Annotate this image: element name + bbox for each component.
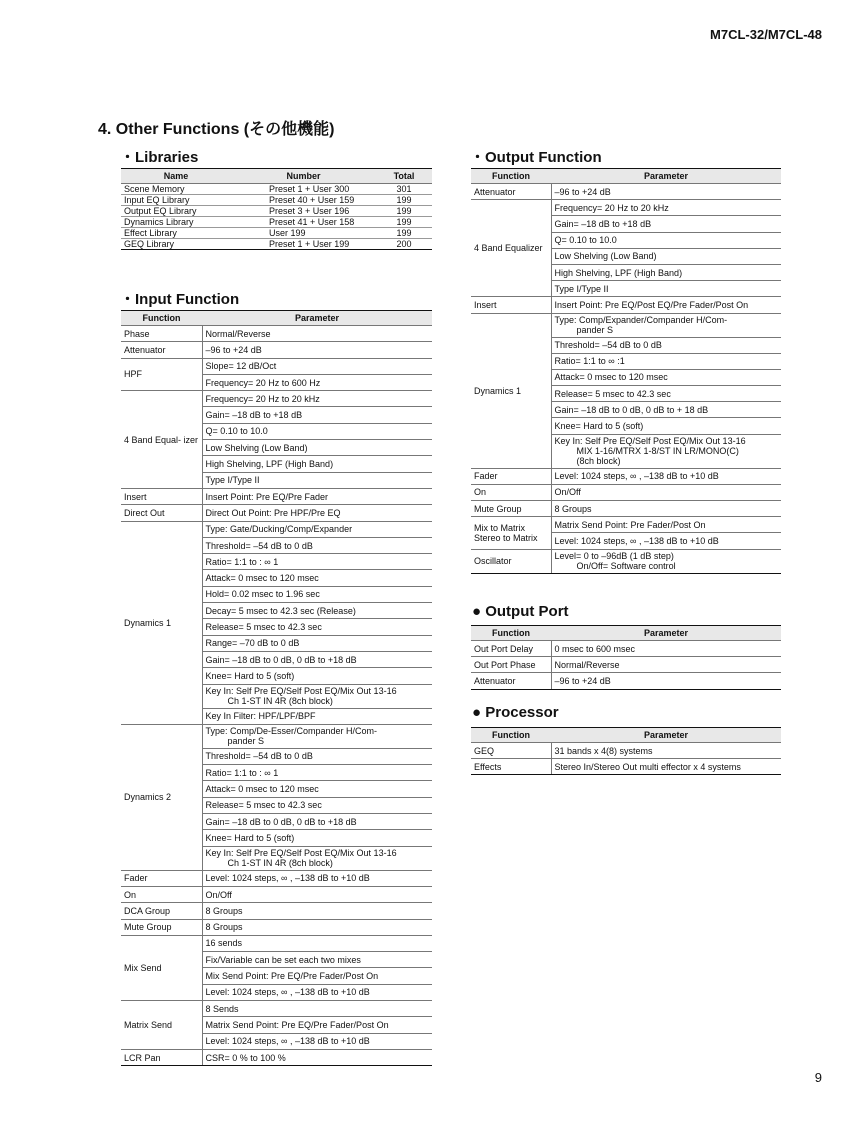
parameter-cell bbox=[551, 484, 781, 500]
output-function-row bbox=[471, 484, 781, 500]
output-function-row bbox=[471, 297, 781, 313]
function-cell: Direct Out bbox=[121, 505, 202, 521]
parameter-line: Threshold= –54 dB to 0 dB bbox=[554, 340, 662, 351]
parameter-cell bbox=[202, 797, 432, 813]
parameter-line: Low Shelving (Low Band) bbox=[554, 251, 657, 262]
parameter-cell bbox=[551, 200, 781, 216]
parameter-line: On/Off bbox=[205, 889, 232, 900]
parameter-line: On/Off bbox=[554, 487, 581, 498]
parameter-cell: 199 bbox=[376, 228, 432, 239]
model-name: M7CL-32/M7CL-48 bbox=[710, 27, 822, 42]
parameter-line: (8ch block) bbox=[576, 456, 621, 467]
parameter-line: Type: Comp/De-Esser/Compander H/Com- bbox=[205, 726, 378, 737]
parameter-line: Type I/Type II bbox=[205, 475, 260, 486]
parameter-cell bbox=[551, 264, 781, 280]
processor-header-0: Function bbox=[471, 728, 551, 743]
processor-title: ● Processor bbox=[472, 704, 559, 721]
output-function-header-1: Parameter bbox=[551, 169, 781, 184]
parameter-line: Release= 5 msec to 42.3 sec bbox=[554, 388, 671, 399]
libraries-table bbox=[121, 168, 432, 250]
parameter-line: Knee= Hard to 5 (soft) bbox=[554, 421, 644, 432]
parameter-cell bbox=[202, 651, 432, 667]
function-cell: Oscillator bbox=[471, 549, 551, 573]
output-function-row bbox=[471, 549, 781, 573]
input-function-row bbox=[121, 1049, 432, 1065]
function-cell: Input EQ Library bbox=[121, 195, 231, 206]
parameter-line: Hold= 0.02 msec to 1.96 sec bbox=[205, 589, 320, 600]
input-function-row bbox=[121, 935, 432, 951]
parameter-cell bbox=[202, 603, 432, 619]
function-cell: 4 Band Equal- izer bbox=[121, 391, 202, 489]
parameter-line: Frequency= 20 Hz to 20 kHz bbox=[205, 393, 320, 404]
parameter-cell bbox=[551, 402, 781, 418]
parameter-line: –96 to +24 dB bbox=[205, 344, 262, 355]
output-port-row bbox=[471, 641, 781, 657]
parameter-cell bbox=[551, 337, 781, 353]
input-function-row bbox=[121, 886, 432, 902]
input-function-row bbox=[121, 342, 432, 358]
parameter-cell bbox=[551, 501, 781, 517]
parameter-cell: Preset 41 + User 158 bbox=[231, 217, 376, 228]
input-function-row bbox=[121, 1000, 432, 1016]
function-cell: Output EQ Library bbox=[121, 206, 231, 217]
parameter-cell bbox=[202, 684, 432, 708]
parameter-cell bbox=[202, 814, 432, 830]
output-port-title: ● Output Port bbox=[472, 603, 569, 620]
parameter-cell: Preset 1 + User 300 bbox=[231, 184, 376, 195]
parameter-line: Release= 5 msec to 42.3 sec bbox=[205, 800, 322, 811]
parameter-line: Level: 1024 steps, ∞ , –138 dB to +10 dB bbox=[205, 987, 370, 998]
libraries-title: ・Libraries bbox=[120, 149, 199, 166]
function-cell: Phase bbox=[121, 326, 202, 342]
input-function-header-1: Parameter bbox=[202, 311, 432, 326]
parameter-line: Ratio= 1:1 to : ∞ 1 bbox=[205, 767, 279, 778]
input-function-header-row bbox=[121, 311, 432, 326]
output-port-header-1: Parameter bbox=[551, 626, 781, 641]
function-cell: Mute Group bbox=[471, 501, 551, 517]
parameter-cell bbox=[202, 586, 432, 602]
function-cell: Fader bbox=[471, 468, 551, 484]
parameter-line: Ch 1-ST IN 4R (8ch block) bbox=[227, 858, 333, 869]
parameter-cell bbox=[551, 353, 781, 369]
parameter-cell bbox=[551, 313, 781, 337]
parameter-line: Normal/Reverse bbox=[205, 328, 271, 339]
parameter-cell bbox=[202, 846, 432, 870]
libraries-row bbox=[121, 217, 432, 228]
parameter-line: pander S bbox=[576, 325, 614, 335]
libraries-header-row bbox=[121, 169, 432, 184]
function-cell: On bbox=[121, 886, 202, 902]
parameter-cell bbox=[202, 830, 432, 846]
input-function-row bbox=[121, 724, 432, 748]
parameter-cell bbox=[202, 374, 432, 390]
input-function-table bbox=[121, 310, 432, 1066]
parameter-cell bbox=[202, 1033, 432, 1049]
parameter-line: Knee= Hard to 5 (soft) bbox=[205, 670, 295, 681]
parameter-line: Frequency= 20 Hz to 20 kHz bbox=[554, 202, 669, 213]
parameter-line: Insert Point: Pre EQ/Pre Fader bbox=[205, 491, 329, 502]
parameter-cell bbox=[202, 748, 432, 764]
parameter-line: MIX 1-16/MTRX 1-8/ST IN LR/MONO(C) bbox=[576, 446, 739, 457]
input-function-row bbox=[121, 521, 432, 537]
parameter-cell bbox=[202, 554, 432, 570]
parameter-line: Decay= 5 msec to 42.3 sec (Release) bbox=[205, 605, 356, 616]
parameter-cell bbox=[202, 488, 432, 504]
parameter-cell bbox=[202, 765, 432, 781]
libraries-header-0: Name bbox=[121, 169, 231, 184]
parameter-cell bbox=[551, 549, 781, 573]
parameter-line: Gain= –18 dB to +18 dB bbox=[554, 218, 652, 229]
output-function-row bbox=[471, 313, 781, 337]
parameter-cell bbox=[551, 418, 781, 434]
output-port-header-row bbox=[471, 626, 781, 641]
parameter-cell: 199 bbox=[376, 195, 432, 206]
parameter-cell bbox=[202, 619, 432, 635]
parameter-cell bbox=[551, 248, 781, 264]
function-cell: GEQ bbox=[471, 743, 551, 759]
parameter-cell: 31 bands x 4(8) systems bbox=[551, 743, 781, 759]
parameter-cell: 199 bbox=[376, 206, 432, 217]
function-cell: LCR Pan bbox=[121, 1049, 202, 1065]
function-cell: 4 Band Equalizer bbox=[471, 200, 551, 297]
input-function-row bbox=[121, 505, 432, 521]
parameter-line: Gain= –18 dB to 0 dB, 0 dB to + 18 dB bbox=[554, 404, 709, 415]
function-cell: Attenuator bbox=[471, 673, 551, 689]
parameter-line: Release= 5 msec to 42.3 sec bbox=[205, 621, 322, 632]
section-title: 4. Other Functions (その他機能) bbox=[98, 121, 335, 138]
function-cell: Out Port Phase bbox=[471, 657, 551, 673]
parameter-line: On/Off= Software control bbox=[576, 561, 676, 572]
parameter-line: Direct Out Point: Pre HPF/Pre EQ bbox=[205, 507, 341, 518]
processor-row bbox=[471, 743, 781, 759]
parameter-line: Frequency= 20 Hz to 600 Hz bbox=[205, 377, 321, 388]
parameter-cell bbox=[202, 391, 432, 407]
parameter-line: pander S bbox=[227, 736, 265, 747]
parameter-line: Range= –70 dB to 0 dB bbox=[205, 638, 300, 649]
function-cell: Mix Send bbox=[121, 935, 202, 1000]
parameter-cell: 0 msec to 600 msec bbox=[551, 641, 781, 657]
parameter-cell: Preset 40 + User 159 bbox=[231, 195, 376, 206]
parameter-line: Gain= –18 dB to 0 dB, 0 dB to +18 dB bbox=[205, 816, 357, 827]
parameter-cell bbox=[202, 472, 432, 488]
parameter-line: Attack= 0 msec to 120 msec bbox=[554, 372, 668, 383]
output-function-row bbox=[471, 184, 781, 200]
output-function-header-row bbox=[471, 169, 781, 184]
parameter-cell bbox=[551, 386, 781, 402]
parameter-line: Key In: Self Pre EQ/Self Post EQ/Mix Out 13-16 bbox=[205, 686, 397, 697]
parameter-line: Ch 1-ST IN 4R (8ch block) bbox=[227, 696, 333, 707]
parameter-line: Level: 1024 steps, ∞ , –138 dB to +10 dB bbox=[554, 471, 719, 482]
input-function-row bbox=[121, 358, 432, 374]
parameter-cell bbox=[202, 919, 432, 935]
output-function-row bbox=[471, 468, 781, 484]
function-cell: Dynamics Library bbox=[121, 217, 231, 228]
parameter-cell: 200 bbox=[376, 239, 432, 250]
function-cell: Insert bbox=[471, 297, 551, 313]
parameter-cell bbox=[202, 440, 432, 456]
function-cell: Dynamics 1 bbox=[471, 313, 551, 468]
parameter-line: CSR= 0 % to 100 % bbox=[205, 1052, 286, 1063]
parameter-line: Ratio= 1:1 to : ∞ 1 bbox=[205, 556, 279, 567]
parameter-line: Matrix Send Point: Pre Fader/Post On bbox=[554, 519, 706, 530]
parameter-line: Insert Point: Pre EQ/Post EQ/Pre Fader/Post On bbox=[554, 299, 749, 310]
page-number: 9 bbox=[814, 1070, 822, 1085]
parameter-line: Mix Send Point: Pre EQ/Pre Fader/Post On bbox=[205, 971, 379, 982]
parameter-line: Type I/Type II bbox=[554, 283, 609, 294]
parameter-cell bbox=[202, 358, 432, 374]
parameter-line: Gain= –18 dB to +18 dB bbox=[205, 410, 303, 421]
parameter-cell bbox=[551, 434, 781, 468]
libraries-header-1: Number bbox=[231, 169, 376, 184]
input-function-row bbox=[121, 870, 432, 886]
parameter-cell bbox=[202, 984, 432, 1000]
parameter-line: Type: Comp/Expander/Compander H/Com- bbox=[554, 315, 728, 325]
parameter-line: Low Shelving (Low Band) bbox=[205, 442, 308, 453]
parameter-cell bbox=[202, 537, 432, 553]
parameter-cell bbox=[202, 708, 432, 724]
parameter-line: Attack= 0 msec to 120 msec bbox=[205, 784, 319, 795]
parameter-cell bbox=[202, 903, 432, 919]
input-function-row bbox=[121, 326, 432, 342]
parameter-cell bbox=[202, 886, 432, 902]
parameter-line: Matrix Send Point: Pre EQ/Pre Fader/Post On bbox=[205, 1019, 389, 1030]
parameter-cell bbox=[202, 952, 432, 968]
parameter-line: Attack= 0 msec to 120 msec bbox=[205, 573, 319, 584]
parameter-line: Key In Filter: HPF/LPF/BPF bbox=[205, 711, 316, 722]
function-cell: Scene Memory bbox=[121, 184, 231, 195]
function-cell: Insert bbox=[121, 488, 202, 504]
parameter-line: 8 Groups bbox=[205, 922, 243, 933]
parameter-cell bbox=[202, 1049, 432, 1065]
function-cell: Effect Library bbox=[121, 228, 231, 239]
input-function-row bbox=[121, 488, 432, 504]
output-function-title: ・Output Function bbox=[470, 149, 602, 166]
output-port-row bbox=[471, 673, 781, 689]
libraries-row bbox=[121, 206, 432, 217]
parameter-cell bbox=[202, 423, 432, 439]
parameter-cell: Stereo In/Stereo Out multi effector x 4 systems bbox=[551, 759, 781, 775]
parameter-line: Level= 0 to –96dB (1 dB step) bbox=[554, 551, 674, 562]
parameter-line: Gain= –18 dB to 0 dB, 0 dB to +18 dB bbox=[205, 654, 357, 665]
input-function-title: ・Input Function bbox=[120, 291, 240, 308]
output-function-row bbox=[471, 517, 781, 533]
parameter-line: Slope= 12 dB/Oct bbox=[205, 361, 277, 372]
parameter-line: 16 sends bbox=[205, 938, 243, 949]
parameter-line: High Shelving, LPF (High Band) bbox=[205, 459, 334, 470]
processor-header-1: Parameter bbox=[551, 728, 781, 743]
libraries-row bbox=[121, 195, 432, 206]
parameter-cell bbox=[551, 281, 781, 297]
parameter-cell bbox=[202, 870, 432, 886]
output-function-table bbox=[471, 168, 781, 574]
parameter-cell bbox=[551, 184, 781, 200]
parameter-cell bbox=[202, 668, 432, 684]
parameter-line: Fix/Variable can be set each two mixes bbox=[205, 954, 361, 965]
parameter-line: Ratio= 1:1 to ∞ :1 bbox=[554, 356, 625, 367]
parameter-cell bbox=[202, 456, 432, 472]
output-port-row bbox=[471, 657, 781, 673]
parameter-line: Level: 1024 steps, ∞ , –138 dB to +10 dB bbox=[205, 1036, 370, 1047]
parameter-cell bbox=[202, 781, 432, 797]
function-cell: DCA Group bbox=[121, 903, 202, 919]
parameter-line: Level: 1024 steps, ∞ , –138 dB to +10 dB bbox=[205, 873, 370, 884]
parameter-cell bbox=[551, 232, 781, 248]
parameter-cell: Preset 1 + User 199 bbox=[231, 239, 376, 250]
output-function-row bbox=[471, 200, 781, 216]
libraries-row bbox=[121, 239, 432, 250]
input-function-row bbox=[121, 919, 432, 935]
parameter-cell bbox=[551, 216, 781, 232]
parameter-cell bbox=[202, 505, 432, 521]
parameter-line: 8 Sends bbox=[205, 1003, 239, 1014]
function-cell: Mute Group bbox=[121, 919, 202, 935]
parameter-cell: Preset 3 + User 196 bbox=[231, 206, 376, 217]
parameter-cell bbox=[202, 570, 432, 586]
parameter-cell bbox=[202, 724, 432, 748]
parameter-line: 8 Groups bbox=[205, 905, 243, 916]
libraries-row bbox=[121, 184, 432, 195]
parameter-line: Threshold= –54 dB to 0 dB bbox=[205, 540, 313, 551]
processor-row bbox=[471, 759, 781, 775]
libraries-row bbox=[121, 228, 432, 239]
parameter-cell bbox=[202, 635, 432, 651]
parameter-cell bbox=[551, 468, 781, 484]
parameter-cell bbox=[202, 521, 432, 537]
parameter-cell: 199 bbox=[376, 217, 432, 228]
parameter-line: Key In: Self Pre EQ/Self Post EQ/Mix Out 13-16 bbox=[554, 436, 746, 447]
input-function-row bbox=[121, 903, 432, 919]
parameter-line: –96 to +24 dB bbox=[554, 186, 611, 197]
function-cell: Effects bbox=[471, 759, 551, 775]
parameter-line: 8 Groups bbox=[554, 503, 592, 514]
function-cell: On bbox=[471, 484, 551, 500]
function-cell: Dynamics 1 bbox=[121, 521, 202, 724]
processor-table bbox=[471, 727, 781, 775]
function-cell: Out Port Delay bbox=[471, 641, 551, 657]
parameter-line: Type: Gate/Ducking/Comp/Expander bbox=[205, 524, 353, 535]
parameter-cell bbox=[202, 968, 432, 984]
parameter-cell bbox=[202, 935, 432, 951]
parameter-line: Level: 1024 steps, ∞ , –138 dB to +10 dB bbox=[554, 535, 719, 546]
function-cell: Fader bbox=[121, 870, 202, 886]
input-function-header-0: Function bbox=[121, 311, 202, 326]
function-cell: HPF bbox=[121, 358, 202, 391]
parameter-cell bbox=[551, 297, 781, 313]
parameter-line: Key In: Self Pre EQ/Self Post EQ/Mix Out 13-16 bbox=[205, 848, 397, 859]
processor-header-row bbox=[471, 728, 781, 743]
function-cell: Attenuator bbox=[471, 184, 551, 200]
function-cell: Dynamics 2 bbox=[121, 724, 202, 870]
parameter-cell: –96 to +24 dB bbox=[551, 673, 781, 689]
parameter-line: High Shelving, LPF (High Band) bbox=[554, 267, 683, 278]
function-cell: Attenuator bbox=[121, 342, 202, 358]
parameter-cell bbox=[551, 517, 781, 533]
parameter-line: Knee= Hard to 5 (soft) bbox=[205, 832, 295, 843]
parameter-cell bbox=[202, 342, 432, 358]
parameter-cell bbox=[202, 407, 432, 423]
function-cell: GEQ Library bbox=[121, 239, 231, 250]
parameter-line: Threshold= –54 dB to 0 dB bbox=[205, 751, 313, 762]
output-port-header-0: Function bbox=[471, 626, 551, 641]
function-cell: Mix to Matrix Stereo to Matrix bbox=[471, 517, 551, 549]
input-function-row bbox=[121, 391, 432, 407]
parameter-cell: Normal/Reverse bbox=[551, 657, 781, 673]
parameter-cell bbox=[202, 1000, 432, 1016]
parameter-cell bbox=[551, 533, 781, 549]
parameter-line: Q= 0.10 to 10.0 bbox=[205, 426, 268, 437]
parameter-cell: User 199 bbox=[231, 228, 376, 239]
parameter-line: Q= 0.10 to 10.0 bbox=[554, 235, 617, 246]
output-function-row bbox=[471, 501, 781, 517]
libraries-header-2: Total bbox=[376, 169, 432, 184]
output-function-header-0: Function bbox=[471, 169, 551, 184]
output-port-table bbox=[471, 625, 781, 690]
function-cell: Matrix Send bbox=[121, 1000, 202, 1049]
parameter-cell bbox=[202, 1017, 432, 1033]
parameter-cell bbox=[202, 326, 432, 342]
parameter-cell bbox=[551, 369, 781, 385]
parameter-cell: 301 bbox=[376, 184, 432, 195]
